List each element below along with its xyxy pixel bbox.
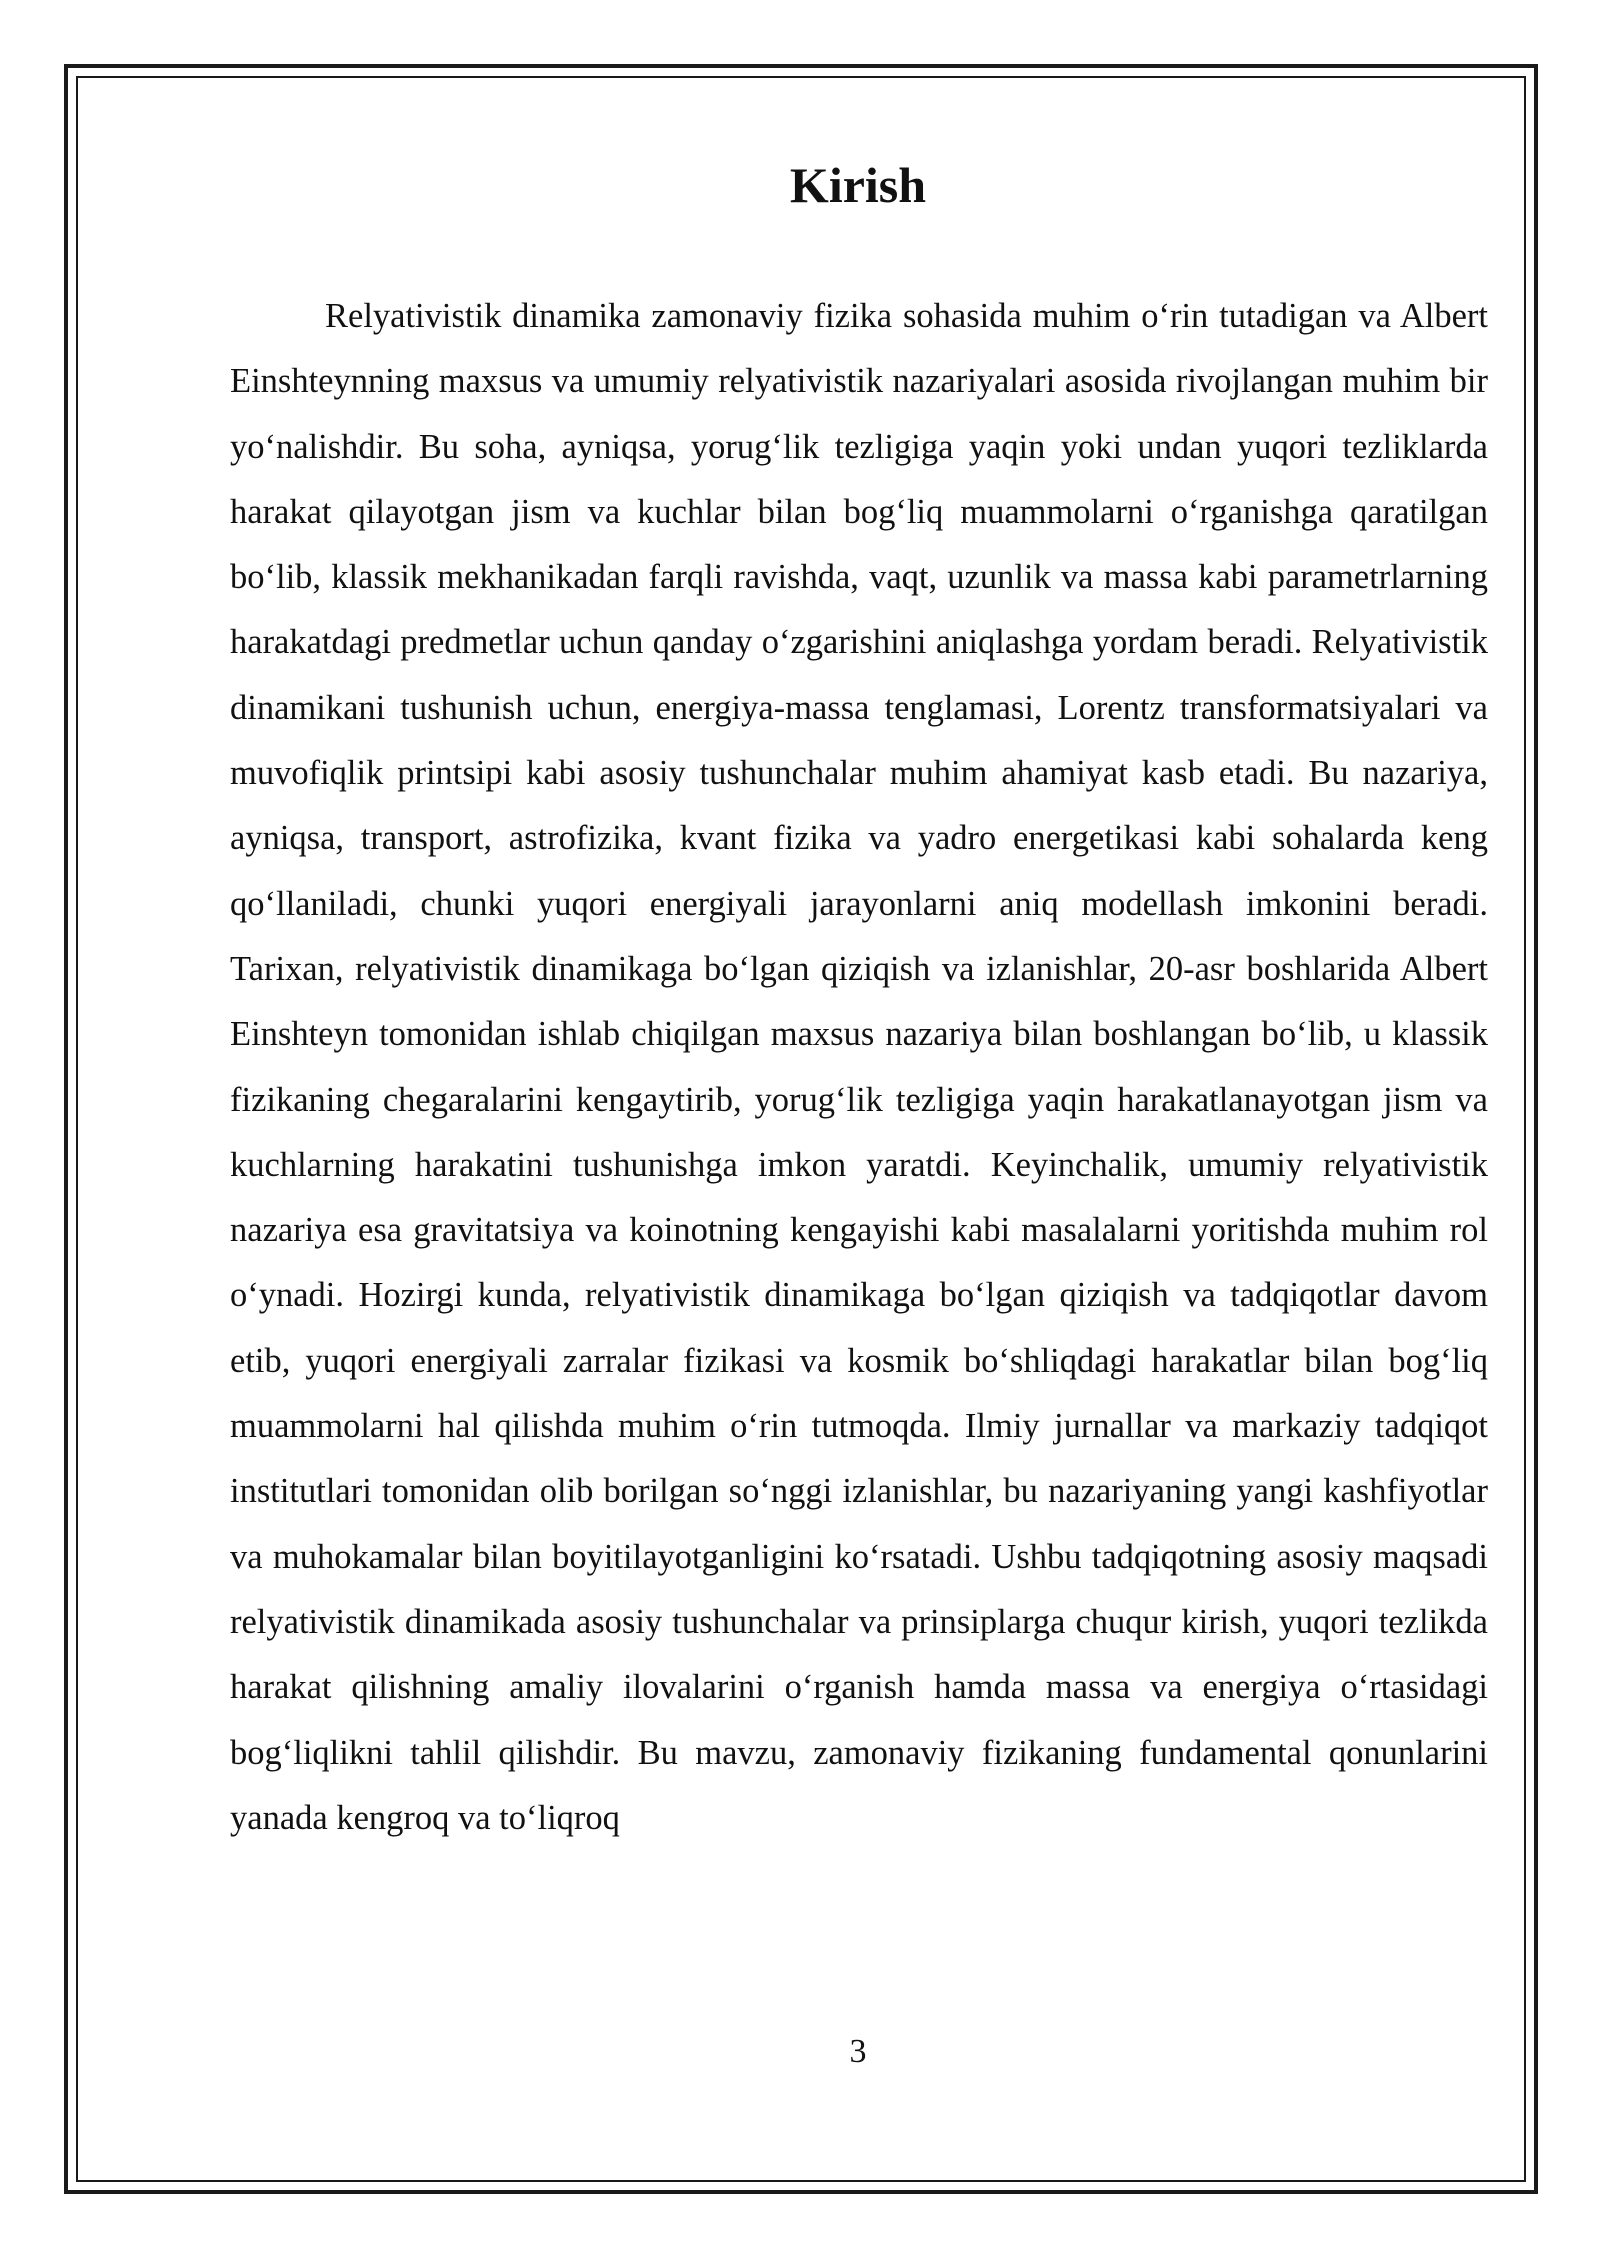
body-paragraph: Relyativistik dinamika zamonaviy fizika sohasida muhim o‘rin tutadigan va Albert Einshteynning maxsus va umumiy relyativistik nazariyalari asosida rivojlangan muhim bir yo‘nalishdir. Bu soha, ayniqsa, yorug‘lik tezligiga yaqin yoki undan yuqori tezliklarda harakat qilayotgan jism va kuchlar bilan bog‘liq muammolarni o‘rganishga qaratilgan bo‘lib, klassik mekhanikadan farqli ravishda, vaqt, uzunlik va massa kabi parametrlarning harakatdagi predmetlar uchun qanday o‘zgarishini aniqlashga yordam beradi. Relyativistik dinamikani tushunish uchun, energiya-massa tenglamasi, Lorentz transformatsiyalari va muvofiqlik printsipi kabi asosiy tushunchalar muhim ahamiyat kasb etadi. Bu nazariya, ayniqsa, transport, astrofizika, kvant fizika va yadro energetikasi kabi sohalarda keng qo‘llaniladi, chunki yuqori energiyali jarayonlarni aniq modellash imkonini beradi. Tarixan, relyativistik dinamikaga bo‘lgan qiziqish va izlanishlar, 20-asr boshlarida Albert Einshteyn tomonidan ishlab chiqilgan maxsus nazariya bilan boshlangan bo‘lib, u klassik fizikaning chegaralarini kengaytirib, yorug‘lik tezligiga yaqin harakatlanayotgan jism va kuchlarning harakatini tushunishga imkon yaratdi. Keyinchalik, umumiy relyativistik nazariya esa gravitatsiya va koinotning kengayishi kabi masalalarni yoritishda muhim rol o‘ynadi. Hozirgi kunda, relyativistik dinamikaga bo‘lgan qiziqish va tadqiqotlar davom etib, yuqori energiyali zarralar fizikasi va kosmik bo‘shliqdagi harakatlar bilan bog‘liq muammolarni hal qilishda muhim o‘rin tutmoqda. Ilmiy jurnallar va markaziy tadqiqot institutlari tomonidan olib borilgan so‘nggi izlanishlar, bu nazariyaning yangi kashfiyotlar va muhokamalar bilan boyitilayotganligini ko‘rsatadi. Ushbu tadqiqotning asosiy maqsadi relyativistik dinamikada asosiy tushunchalar va prinsiplarga chuqur kirish, yuqori tezlikda harakat qilishning amaliy ilovalarini o‘rganish hamda massa va energiya o‘rtasidagi bog‘liqlikni tahlil qilishdir. Bu mavzu, zamonaviy fizikaning fundamental qonunlarini yanada kengroq va to‘liqroq [230, 297, 1488, 1837]
page-number: 3 [849, 2033, 867, 2070]
page-title: Kirish [789, 157, 927, 213]
